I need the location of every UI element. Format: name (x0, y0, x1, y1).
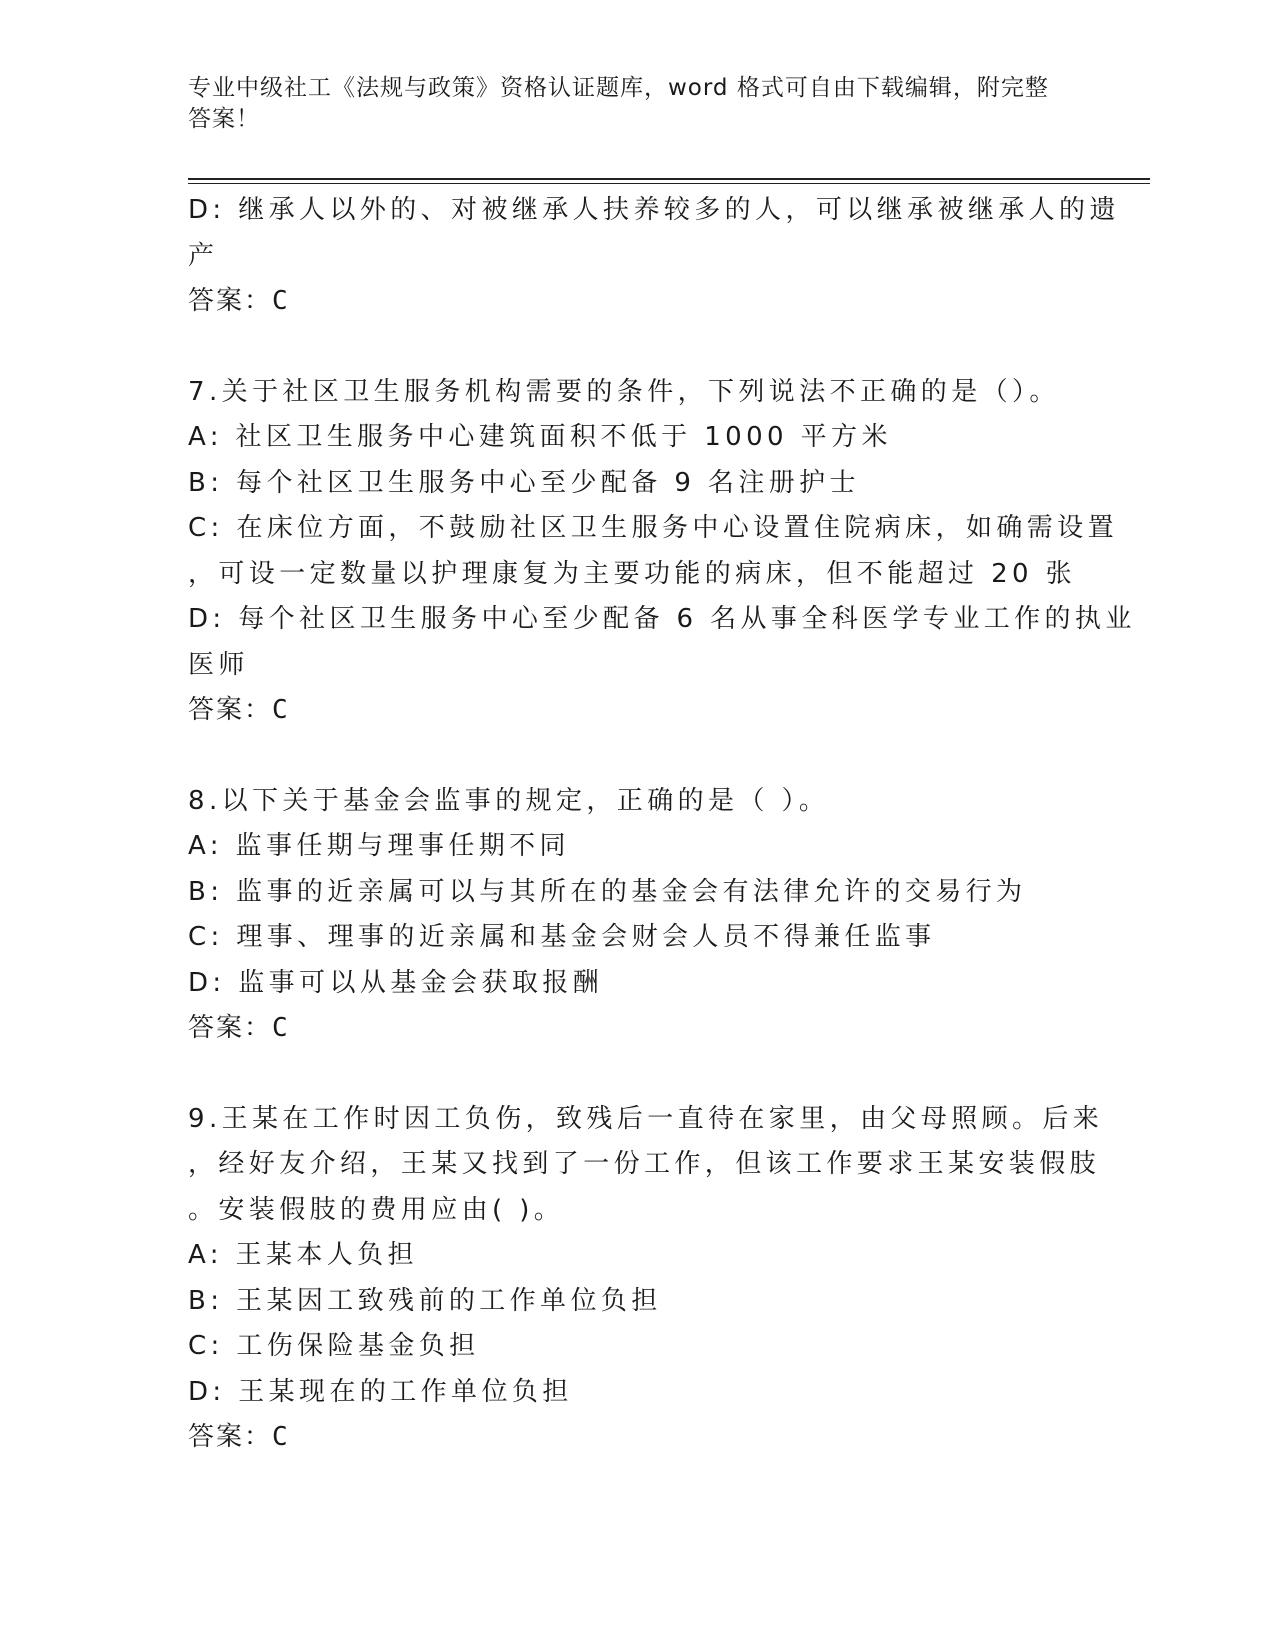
question-spacer (188, 325, 1088, 370)
option-d-line-1: D: 每个社区卫生服务中心至少配备 6 名从事全科医学专业工作的执业 (188, 604, 1136, 634)
question-spacer (188, 734, 1088, 779)
question-stem-line-2: ，经好友介绍，王某又找到了一份工作，但该工作要求王某安装假肢 (188, 1149, 1101, 1179)
header-line-1: 专业中级社工《法规与政策》资格认证题库，word 格式可自由下载编辑，附完整 (188, 75, 1049, 101)
option-c: C: 理事、理事的近亲属和基金会财会人员不得兼任监事 (188, 922, 936, 952)
option-b: B: 监事的近亲属可以与其所在的基金会有法律允许的交易行为 (188, 876, 1027, 907)
question-8 (188, 779, 1088, 1052)
option-a: A: 监事任期与理事任期不同 (188, 831, 570, 861)
option-b: B: 王某因工致残前的工作单位负担 (188, 1285, 662, 1316)
answer-value: C (272, 286, 288, 316)
question-spacer (188, 1052, 1088, 1097)
question-list (188, 188, 1136, 1461)
option-d-line-1: D: 继承人以外的、对被继承人扶养较多的人，可以继承被继承人的遗 (188, 195, 1120, 225)
option-c-line-1: C: 在床位方面，不鼓励社区卫生服务中心设置住院病床，如确需设置 (188, 513, 1118, 543)
answer-value: C (272, 1013, 288, 1043)
answer-label: 答案： (188, 1013, 273, 1043)
question-7 (188, 370, 1136, 734)
option-d: D: 监事可以从基金会获取报酬 (188, 967, 604, 998)
option-b: B: 每个社区卫生服务中心至少配备 9 名注册护士 (188, 467, 860, 498)
document-header (188, 73, 1068, 135)
answer-label: 答案： (188, 286, 273, 316)
answer-line (188, 688, 1088, 734)
answer-value: C (272, 1422, 288, 1452)
header-divider-thick (188, 178, 1150, 180)
option-d-line-2: 医师 (188, 649, 249, 680)
header-line-2: 答案！ (188, 106, 260, 132)
question-stem-line-1: 9.王某在工作时因工负伤，致残后一直待在家里，由父母照顾。后来 (188, 1103, 1104, 1134)
option-a: A: 王某本人负担 (188, 1240, 418, 1270)
answer-line (188, 1415, 1088, 1461)
answer-line (188, 279, 1088, 325)
question-stem: 8.以下关于基金会监事的规定，正确的是（ ）。 (188, 785, 830, 816)
answer-value: C (272, 695, 288, 725)
option-a: A: 社区卫生服务中心建筑面积不低于 1000 平方米 (188, 422, 892, 452)
header-divider-thin (188, 183, 1150, 184)
answer-line (188, 1006, 1088, 1052)
option-c-line-2: ，可设一定数量以护理康复为主要功能的病床，但不能超过 20 张 (188, 558, 1077, 589)
option-c: C: 工伤保险基金负担 (188, 1331, 480, 1361)
question-fragment (188, 188, 1120, 325)
option-d: D: 王某现在的工作单位负担 (188, 1376, 573, 1407)
option-d-line-2: 产 (188, 240, 219, 271)
answer-label: 答案： (188, 695, 273, 725)
answer-label: 答案： (188, 1422, 273, 1452)
question-9 (188, 1097, 1104, 1461)
question-stem-line-3: 。安装假肢的费用应由( )。 (188, 1194, 565, 1225)
question-stem: 7.关于社区卫生服务机构需要的条件，下列说法不正确的是（）。 (188, 376, 1060, 407)
